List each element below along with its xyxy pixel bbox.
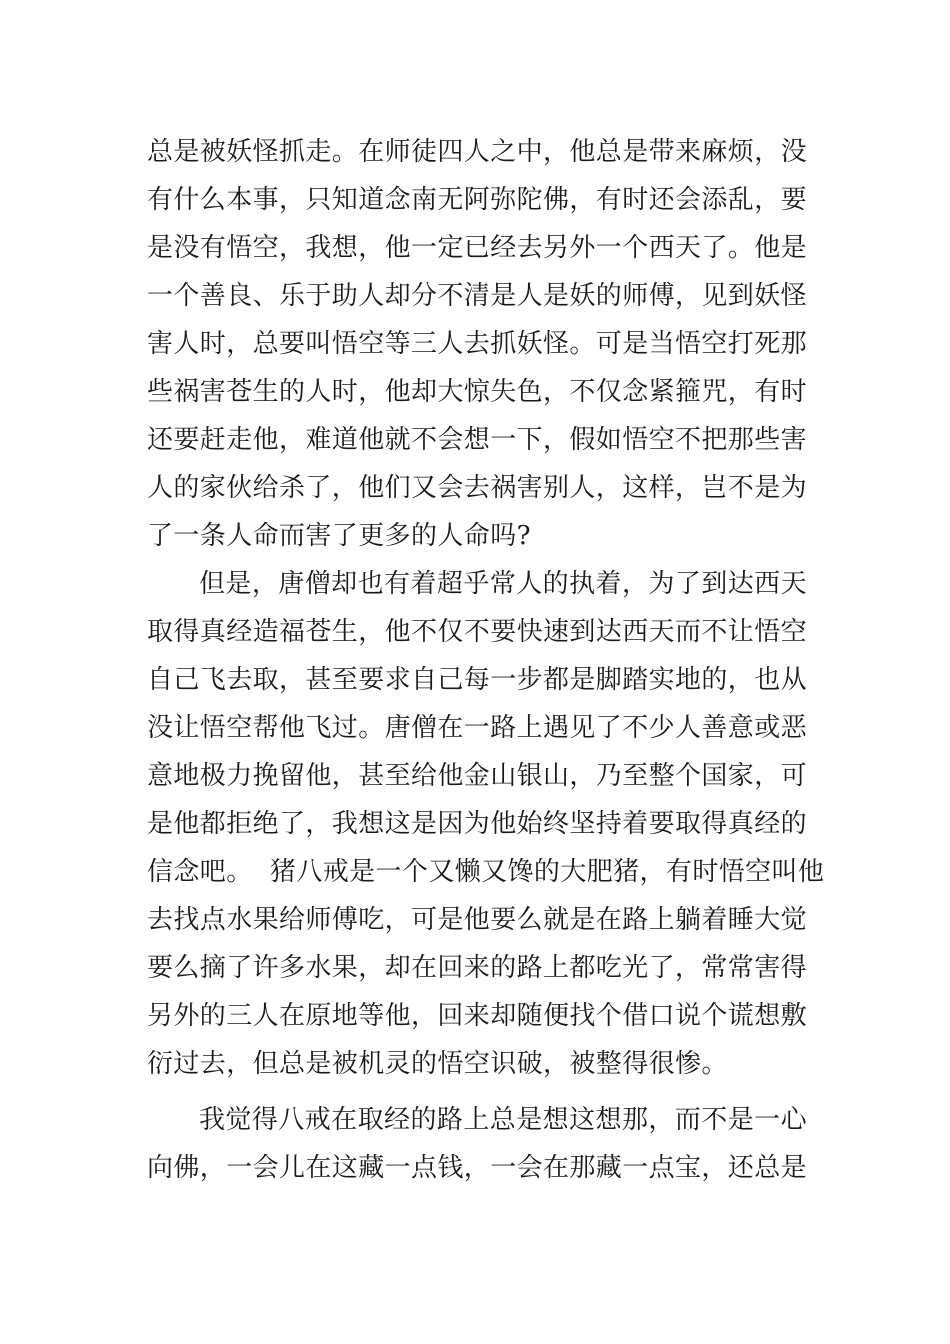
text-line: 是没有悟空，我想，他一定已经去另外一个西天了。他是 [147, 233, 808, 263]
text-line: 衍过去，但总是被机灵的悟空识破，被整得很惨。 [147, 1049, 728, 1079]
text-line: 但是，唐僧却也有着超乎常人的执着，为了到达西天 [199, 569, 807, 599]
text-line: 没让悟空帮他飞过。唐僧在一路上遇见了不少人善意或恶 [147, 713, 808, 743]
text-line: 自己飞去取，甚至要求自己每一步都是脚踏实地的，也从 [147, 665, 808, 695]
text-line: 意地极力挽留他，甚至给他金山银山，乃至整个国家，可 [147, 761, 808, 791]
text-line: 了一条人命而害了更多的人命吗? [147, 521, 531, 551]
paragraph-1 [147, 128, 807, 560]
text-line: 害人时，总要叫悟空等三人去抓妖怪。可是当悟空打死那 [147, 329, 808, 359]
text-line: 要么摘了许多水果，却在回来的路上都吃光了，常常害得 [147, 953, 808, 983]
text-line: 取得真经造福苍生，他不仅不要快速到达西天而不让悟空 [147, 617, 808, 647]
document-body [147, 128, 825, 1192]
text-line: 些祸害苍生的人时，他却大惊失色，不仅念紧箍咒，有时 [147, 377, 808, 407]
text-line: 我觉得八戒在取经的路上总是想这想那，而不是一心 [199, 1105, 807, 1135]
paragraph-3 [147, 1096, 807, 1192]
text-line: 另外的三人在原地等他，回来却随便找个借口说个谎想敷 [147, 1001, 808, 1031]
text-line: 还要赶走他，难道他就不会想一下，假如悟空不把那些害 [147, 425, 808, 455]
text-line: 有什么本事，只知道念南无阿弥陀佛，有时还会添乱，要 [147, 185, 808, 215]
paragraph-gap [147, 1088, 807, 1096]
text-line: 信念吧。 猪八戒是一个又懒又馋的大肥猪，有时悟空叫他 [147, 857, 825, 887]
text-line: 人的家伙给杀了，他们又会去祸害别人，这样，岂不是为 [147, 473, 808, 503]
text-line: 是他都拒绝了，我想这是因为他始终坚持着要取得真经的 [147, 809, 808, 839]
text-line: 一个善良、乐于助人却分不清是人是妖的师傅，见到妖怪 [147, 281, 808, 311]
text-line: 向佛，一会儿在这藏一点钱，一会在那藏一点宝，还总是 [147, 1153, 808, 1183]
text-line: 总是被妖怪抓走。在师徒四人之中，他总是带来麻烦，没 [147, 137, 808, 167]
text-line: 去找点水果给师傅吃，可是他要么就是在路上躺着睡大觉 [147, 905, 808, 935]
paragraph-2 [147, 560, 825, 1088]
